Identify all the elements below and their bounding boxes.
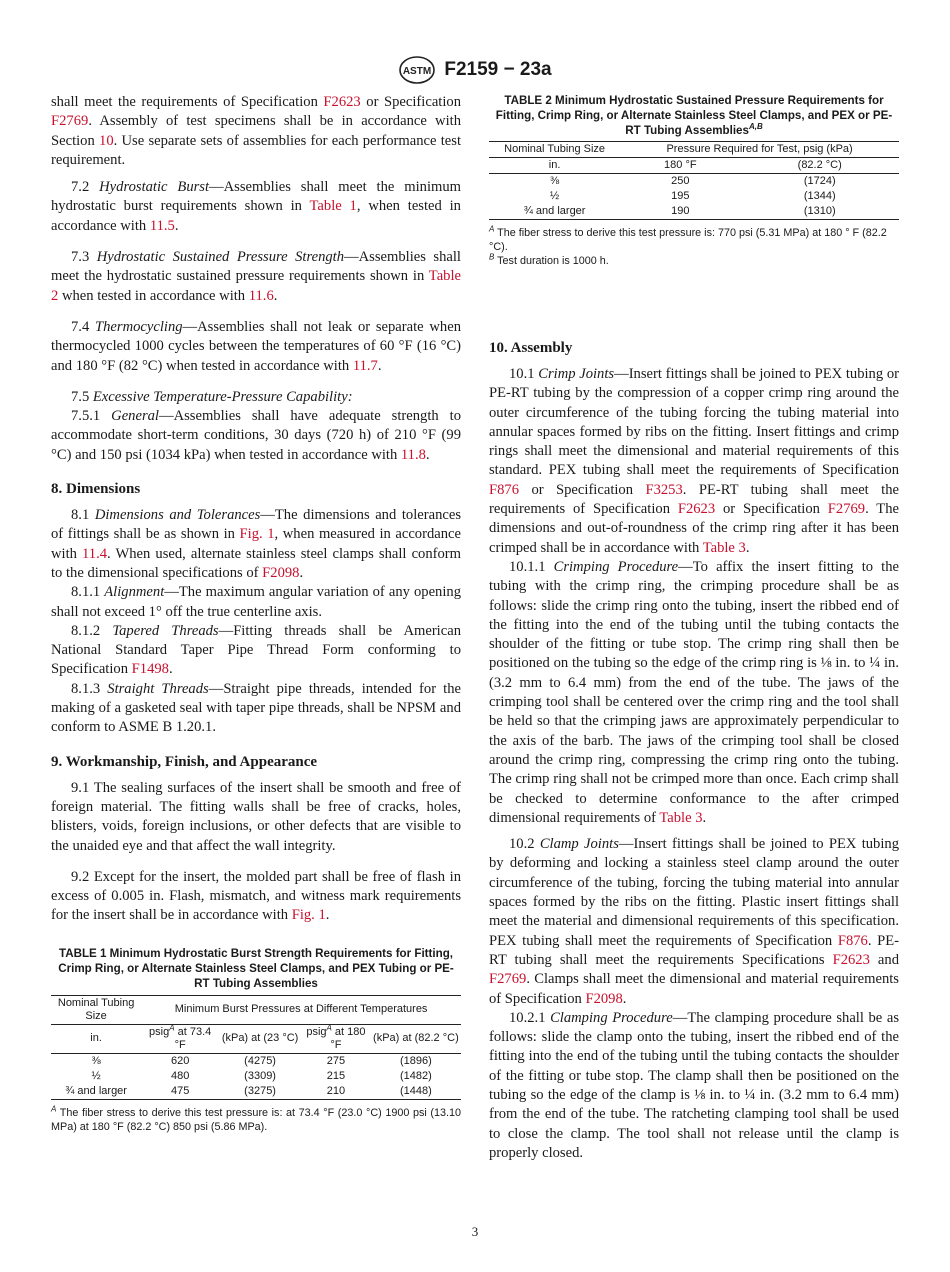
paragraph-intro: shall meet the requirements of Specification F2623 or Specification F2769. Assembly of test specimens shall be in accordance with Section 10. Use separate sets of assemblies for each performance test requirement. — [51, 94, 461, 168]
link-f2098[interactable]: F2098 — [262, 564, 300, 581]
link-f2623-c[interactable]: F2623 — [832, 951, 870, 968]
section-heading-8: 8. Dimensions — [51, 481, 141, 498]
section-heading-10: 10. Assembly — [489, 340, 573, 356]
table-1-header-in: in. — [51, 1024, 141, 1053]
table-row: ½ 195 (1344) — [550, 190, 836, 202]
link-f2769[interactable]: F2769 — [51, 113, 89, 130]
table-1-header-group: Minimum Burst Pressures at Different Temperatures — [141, 995, 461, 1024]
right-column — [489, 93, 899, 1163]
table-1-title: TABLE 1 Minimum Hydrostatic Burst Strength Requirements for Fitting, Crimp Ring, or Alternate Stainless Steel Clamps, and PEX Tubing or PE-RT Tubing Assemblies — [58, 946, 454, 990]
table-2-footnote-a: $^A$ The fiber stress to derive this test pressure is: 770 psi (5.31 MPa) at 180 ° F (82.2 °C). — [489, 224, 887, 253]
link-f2769-c[interactable]: F2769 — [489, 971, 527, 988]
link-11-6[interactable]: 11.6 — [248, 287, 274, 304]
table-2-grid — [489, 141, 899, 220]
paragraph-10-1-1: 10.1.1 Crimping Procedure—To affix the insert fitting to the tubing with the crimp ring, the crimping procedure shall be as follows: slide the crimp ring onto the tubing, insert the ribbed end of the fitting into the end of the tubing until the tubing contacts the shoulder of the fitting or tube stop. The crimp ring shall then be positioned on the tubing so the edge of the crimp ring is ⅛ in. to ¼ in. (3.2 mm to 6.4 mm) from the end of the tube. The jaws of the crimping tool shall be centered over the crimp ring and the tool shall be held so that the crimping jaws are approximately perpendicular to the axis of the barb. The jaws of the crimping tool shall be closed around the crimp ring, compressing the crimp ring onto the tubing. The crimp ring shall not be crimped more than once. Each crimp shall be checked to determine conformance to the after crimped dimensional requirements of Table 3. — [489, 558, 899, 826]
link-fig-1b[interactable]: Fig. 1 — [291, 907, 326, 924]
link-f876-b[interactable]: F876 — [837, 932, 868, 949]
table-1-grid — [51, 995, 461, 1100]
link-f2769-b[interactable]: F2769 — [827, 501, 866, 518]
link-f1498[interactable]: F1498 — [131, 661, 169, 678]
paragraph-8-1: 8.1 Dimensions and Tolerances—The dimensions and tolerances of fittings shall be as shown in Fig. 1, when measured in accordance with 11.4. When used, alternate stainless steel clamps shall conform to the dimensional specifications of F2098. — [51, 507, 462, 581]
section-heading-9: 9. Workmanship, Finish, and Appearance — [51, 753, 318, 770]
table-row: ⅜ 620 (4275) 275 (1896) — [91, 1054, 432, 1067]
table-2-title: TABLE 2 Minimum Hydrostatic Sustained Pressure Requirements for Fitting, Crimp Ring, or Alternate Stainless Steel Clamps, and PEX or PE-RT Tubing Assemblies$^{A,B}$ — [495, 94, 893, 137]
table-2 — [489, 93, 899, 268]
paragraph-7-5: 7.5 Excessive Temperature-Pressure Capability: — [71, 388, 353, 405]
table-2-footnote-b: $^B$ Test duration is 1000 h. — [489, 252, 609, 267]
paragraph-7-2: 7.2 Hydrostatic Burst—Assemblies shall meet the minimum hydrostatic burst requirements shown in Table 1, when tested in accordance with 11.5. — [51, 179, 461, 234]
paragraph-8-1-2: 8.1.2 Tapered Threads—Fitting threads shall be American National Standard Taper Pipe Thread Form conforming to Specification F1498. — [51, 622, 461, 678]
paragraph-10-2-1: 10.2.1 Clamping Procedure—The clamping procedure shall be as follows: slide the clamp onto the tubing, insert the ribbed end of the fitting into the end of the tubing until the tubing contacts the shoulder of the fitting or tube stop. The clamp shall then be positioned on the tubing so the edge of the clamp is ⅛ in. to ¼ in. (3.2 mm to 6.4 mm) from the end of the tube. The ratcheting clamping tool shall be used to close the clamp. The tool shall not release until the clamp is properly closed. — [489, 1009, 899, 1161]
link-table-2[interactable]: Table 2 — [51, 268, 461, 304]
table-2-header-82c: (82.2 °C) — [740, 158, 899, 174]
table-1-header-psig73: psig$^A$ at 73.4 °F — [141, 1024, 219, 1053]
link-table-3[interactable]: Table 3 — [702, 539, 746, 556]
paragraph-8-1-1: 8.1.1 Alignment—The maximum angular variation of any opening shall not exceed 1° off the true centerline axis. — [51, 584, 461, 620]
left-column — [51, 93, 461, 1134]
link-table-3b[interactable]: Table 3 — [659, 809, 703, 826]
link-table-1[interactable]: Table 1 — [309, 198, 357, 215]
paragraph-8-1-3: 8.1.3 Straight Threads—Straight pipe threads, intended for the making of a gasketed seal with taper pipe threads, shall be NPSM and conform to ASME B 1.20.1. — [51, 680, 462, 736]
link-section-10[interactable]: 10 — [99, 132, 114, 149]
table-row: ½ 480 (3309) 215 (1482) — [91, 1069, 432, 1082]
table-1-header-psig180: psig$^A$ at 180 °F — [301, 1024, 371, 1053]
link-f2623-b[interactable]: F2623 — [677, 501, 716, 518]
table-2-header-180f: 180 °F — [620, 158, 740, 174]
table-1 — [51, 946, 461, 1134]
link-11-4[interactable]: 11.4 — [82, 545, 108, 562]
paragraph-10-2: 10.2 Clamp Joints—Insert fittings shall be joined to PEX tubing by deforming and locking a stainless steel clamp around the outer circumference of the tubing, forcing the tubing material into annular spaces formed by the ribs on the fitting. Plastic insert fittings shall meet the material and dimensional requirements of this specification. PEX tubing shall meet the requirements of Specification F876. PE-RT tubing shall meet the requirements Specifications F2623 and F2769. Clamps shall meet the dimensional and material requirements of Specification F2098. — [489, 836, 899, 1007]
table-2-header-nominal: Nominal Tubing Size — [489, 142, 620, 158]
paragraph-9-1: 9.1 The sealing surfaces of the insert shall be smooth and free of foreign material. The fitting walls shall be free of cracks, holes, blisters, voids, foreign inclusions, or other defects that are visible to the unaided eye and that affect the wall integrity. — [51, 779, 461, 854]
table-1-header-kpa23: (kPa) at (23 °C) — [219, 1024, 301, 1053]
table-2-header-pressure: Pressure Required for Test, psig (kPa) — [620, 142, 899, 158]
page-header — [0, 55, 950, 87]
table-1-footnote-a: $^A$ The fiber stress to derive this test pressure is: at 73.4 °F (23.0 °C) 1900 psi (13.10 MPa) at 180 °F (82.2 °C) 850 psi (5.86 MPa). — [51, 1104, 461, 1133]
table-1-header-nominal: Nominal Tubing Size — [51, 995, 141, 1024]
paragraph-7-4: 7.4 Thermocycling—Assemblies shall not leak or separate when thermocycled 1000 cycles between the temperatures of 60 °F (16 °C) and 180 °F (82 °C) when tested in accordance with 11.7. — [51, 318, 462, 374]
paragraph-7-3: 7.3 Hydrostatic Sustained Pressure Strength—Assemblies shall meet the hydrostatic sustained pressure requirements shown in Table 2 when tested in accordance with 11.6. — [51, 249, 461, 304]
link-f876[interactable]: F876 — [489, 481, 520, 498]
paragraph-10-1: 10.1 Crimp Joints—Insert fittings shall be joined to PEX tubing or PE-RT tubing by the compression of a copper crimp ring around the outer circumference of the tubing forcing the tubing material into annular spaces formed by ribs on the fitting. Insert fittings and crimp rings shall meet the dimensional and material requirements of this standard. PEX tubing shall meet the requirements of Specification F876 or Specification F3253. PE-RT tubing shall meet the requirements of Specification F2623 or Specification F2769. The dimensions and out-of-roundness of the crimp ring after it has been crimped shall be in accordance with Table 3. — [489, 366, 899, 556]
link-f2623[interactable]: F2623 — [323, 94, 361, 110]
link-f2098-b[interactable]: F2098 — [585, 990, 623, 1007]
link-11-8[interactable]: 11.8 — [400, 446, 426, 463]
table-row: ¾ and larger 475 (3275) 210 (1448) — [51, 1084, 461, 1100]
table-2-header-in: in. — [489, 158, 620, 174]
table-row: ¾ and larger 190 (1310) — [489, 204, 899, 220]
paragraph-9-2: 9.2 Except for the insert, the molded part shall be free of flash in excess of 0.005 in. Flash, mismatch, and witness mark requirements for the insert shall be in accordance with Fig. 1. — [51, 868, 461, 924]
paragraph-7-5-1: 7.5.1 General—Assemblies shall have adequate strength to accommodate short-term conditions, 30 days (720 h) of 210 °F (99 °C) and 150 psi (1034 kPa) when tested in accordance with 11.8. — [51, 408, 461, 463]
astm-logo — [398, 55, 436, 85]
link-f3253[interactable]: F3253 — [645, 481, 683, 498]
link-fig-1[interactable]: Fig. 1 — [239, 526, 275, 543]
standard-designation: F2159 − 23a — [444, 59, 552, 80]
page-number: 3 — [471, 1224, 479, 1239]
link-11-7[interactable]: 11.7 — [352, 357, 378, 374]
link-11-5[interactable]: 11.5 — [149, 217, 175, 234]
table-row: ⅜ 250 (1724) — [550, 175, 836, 187]
table-1-header-kpa82: (kPa) at (82.2 °C) — [371, 1024, 461, 1053]
svg-text:ASTM: ASTM — [403, 66, 432, 77]
